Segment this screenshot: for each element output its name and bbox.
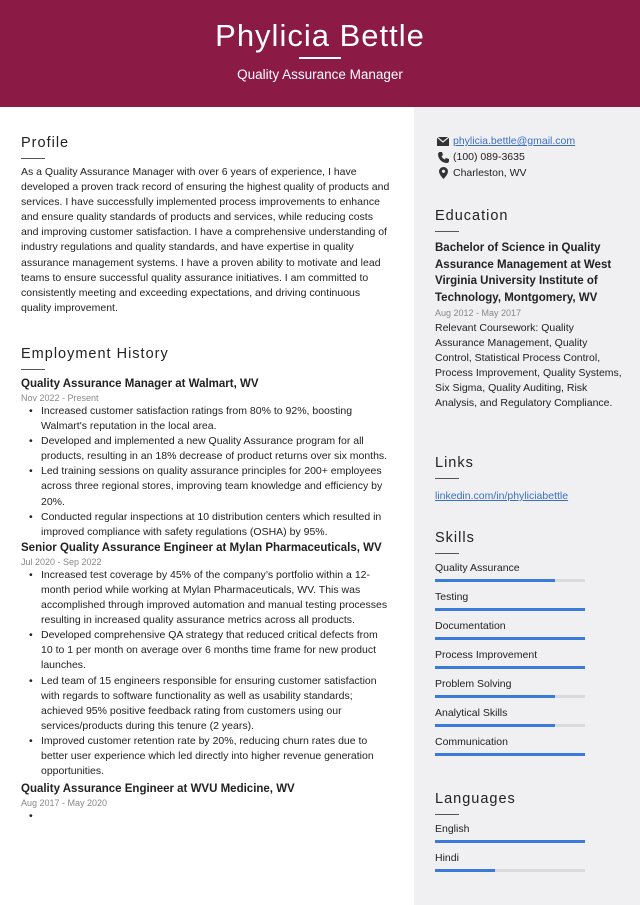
skill-level-track [435, 637, 585, 640]
section-divider [435, 553, 459, 554]
skill-level-fill [435, 608, 585, 611]
job-bullets [21, 568, 391, 779]
bullet-item: • Conducted regular inspections at 10 distribution centers which resulted in improved compliance with safety regulations (OSHA) by 95%. [21, 510, 391, 540]
language-label: English [435, 823, 470, 835]
bullet-item: • Led training sessions on quality assurance principles for 200+ employees across three regional stores, improving team knowledge and efficiency by 20%. [21, 464, 391, 509]
skill [435, 591, 625, 620]
language-level-fill [435, 869, 495, 872]
phone-number: (100) 089-3635 [453, 151, 525, 163]
skill-level-fill [435, 666, 585, 669]
phone-icon [435, 152, 451, 163]
skill [435, 562, 625, 591]
map-pin-icon [435, 167, 451, 179]
links-section [435, 455, 625, 502]
bullet-item: • Increased customer satisfaction ratings from 80% to 92%, boosting Walmart's reputation in the local area. [21, 404, 391, 434]
education-heading: Education [435, 208, 509, 224]
degree-title: Bachelor of Science in Quality Assurance Management at West Virginia University Institute of Technology, Montgomery, WV [435, 242, 612, 304]
skill-level-track [435, 753, 585, 756]
job-dates: Aug 2017 - May 2020 [21, 798, 108, 809]
skill-level-track [435, 695, 585, 698]
skill [435, 736, 625, 765]
job-headline: Quality Assurance Manager [237, 67, 403, 82]
profile-section [21, 135, 391, 316]
skill-level-fill [435, 753, 585, 756]
job-dates: Jul 2020 - Sep 2022 [21, 556, 102, 567]
contact-email-row [435, 133, 625, 149]
job-title: Quality Assurance Manager at Walmart, WV [21, 378, 259, 390]
languages-heading: Languages [435, 791, 516, 807]
coursework-text: Relevant Coursework: Quality Assurance Management, Quality Control, Statistical Process Control, Process Improvement, Quality Systems, Six Sigma, Quality Auditing, Risk Analysis, and Regulatory Compliance. [435, 322, 622, 410]
language-level-track [435, 840, 585, 843]
email-link[interactable]: phylicia.bettle@gmail.com [453, 135, 576, 147]
skill-label: Process Improvement [435, 649, 538, 661]
section-divider [435, 814, 459, 815]
skill-label: Communication [435, 736, 508, 748]
contact-phone-row [435, 149, 625, 165]
skill [435, 649, 625, 678]
skill-level-fill [435, 724, 555, 727]
section-divider [435, 478, 459, 479]
language-level-fill [435, 840, 585, 843]
languages-list [435, 823, 625, 881]
links-heading: Links [435, 455, 474, 471]
job-entry [21, 378, 391, 540]
language [435, 852, 625, 881]
employment-section [21, 346, 391, 824]
job-dates: Nov 2022 - Present [21, 393, 99, 403]
bullet-item [21, 809, 391, 824]
language-level-track [435, 869, 585, 872]
language [435, 823, 625, 852]
skills-section [435, 530, 625, 765]
job-title: Quality Assurance Engineer at WVU Medicine, WV [21, 783, 295, 796]
skill-level-track [435, 666, 585, 669]
skill-level-track [435, 724, 585, 727]
header-divider [299, 57, 341, 59]
skill-label: Documentation [435, 620, 506, 632]
education-section [435, 208, 625, 412]
education-dates: Aug 2012 - May 2017 [435, 308, 522, 318]
skills-list [435, 562, 625, 765]
skill [435, 707, 625, 736]
skill-label: Quality Assurance [435, 562, 520, 574]
person-name: Phylicia Bettle [215, 18, 425, 53]
skill-level-fill [435, 637, 585, 640]
skill [435, 678, 625, 707]
job-entry [21, 542, 391, 779]
employment-heading: Employment History [21, 346, 169, 362]
profile-text: As a Quality Assurance Manager with over 6 years of experience, I have developed a proven track record of ensuring the highest quality of products and services. I have successfully implemented process improvements to enhance and ensure quality standards of products and services, while reducing costs and improving customer satisfaction. I have a comprehensive understanding of industry regulations and quality standards, and have expertise in quality assurance management systems. I have a proven ability to motivate and lead teams to ensure successful quality assurance initiatives. I am committed to consistently meeting and exceeding expectations, and driving continuous quality improvement. [21, 166, 390, 314]
languages-section [435, 791, 625, 881]
skill-label: Analytical Skills [435, 707, 508, 719]
skill-level-track [435, 608, 585, 611]
section-divider [21, 158, 45, 159]
skill-level-track [435, 579, 585, 582]
bullet-item: • Improved customer retention rate by 20%, reducing churn rates due to better user experience which led directly into higher revenue generation opportunities. [21, 734, 391, 779]
bullet-item: • Led team of 15 engineers responsible for ensuring customer satisfaction with regards to software functionality as well as usability standards; achieved 95% positive feedback rating from customers using our services/products during this tenure (2 years). [21, 674, 391, 734]
contact-section [435, 133, 625, 181]
skill-level-fill [435, 579, 555, 582]
location-text: Charleston, WV [453, 167, 527, 179]
section-divider [435, 231, 459, 232]
sidebar [414, 107, 640, 905]
bullet-item: • Increased test coverage by 45% of the company’s portfolio within a 12-month period while working at Mylan Pharmaceuticals, WV. This was accomplished through improved automation and manual testing processes resulting in increased quality assurance metrics across all products. [21, 568, 391, 628]
job-bullets [21, 809, 391, 824]
envelope-icon [435, 137, 451, 146]
skill-label: Testing [435, 591, 469, 603]
language-label: Hindi [435, 852, 459, 864]
skills-heading: Skills [435, 530, 475, 546]
job-title: Senior Quality Assurance Engineer at Mylan Pharmaceuticals, WV [21, 541, 382, 554]
section-divider [21, 369, 45, 370]
linkedin-link[interactable]: linkedin.com/in/phyliciabettle [435, 490, 569, 502]
resume-header [0, 0, 640, 107]
skill-level-fill [435, 695, 555, 698]
skill-label: Problem Solving [435, 678, 512, 690]
profile-heading: Profile [21, 135, 70, 151]
bullet-item: • Developed and implemented a new Quality Assurance program for all products, resulting in an 18% decrease of product returns over six months. [21, 434, 391, 464]
contact-location-row [435, 165, 625, 181]
skill [435, 620, 625, 649]
bullet-item: • Developed comprehensive QA strategy that reduced critical defects from 10 to 1 per month on average over 6 months time frame for new product launches. [21, 628, 391, 673]
job-bullets [21, 404, 391, 540]
job-entry [21, 783, 391, 824]
